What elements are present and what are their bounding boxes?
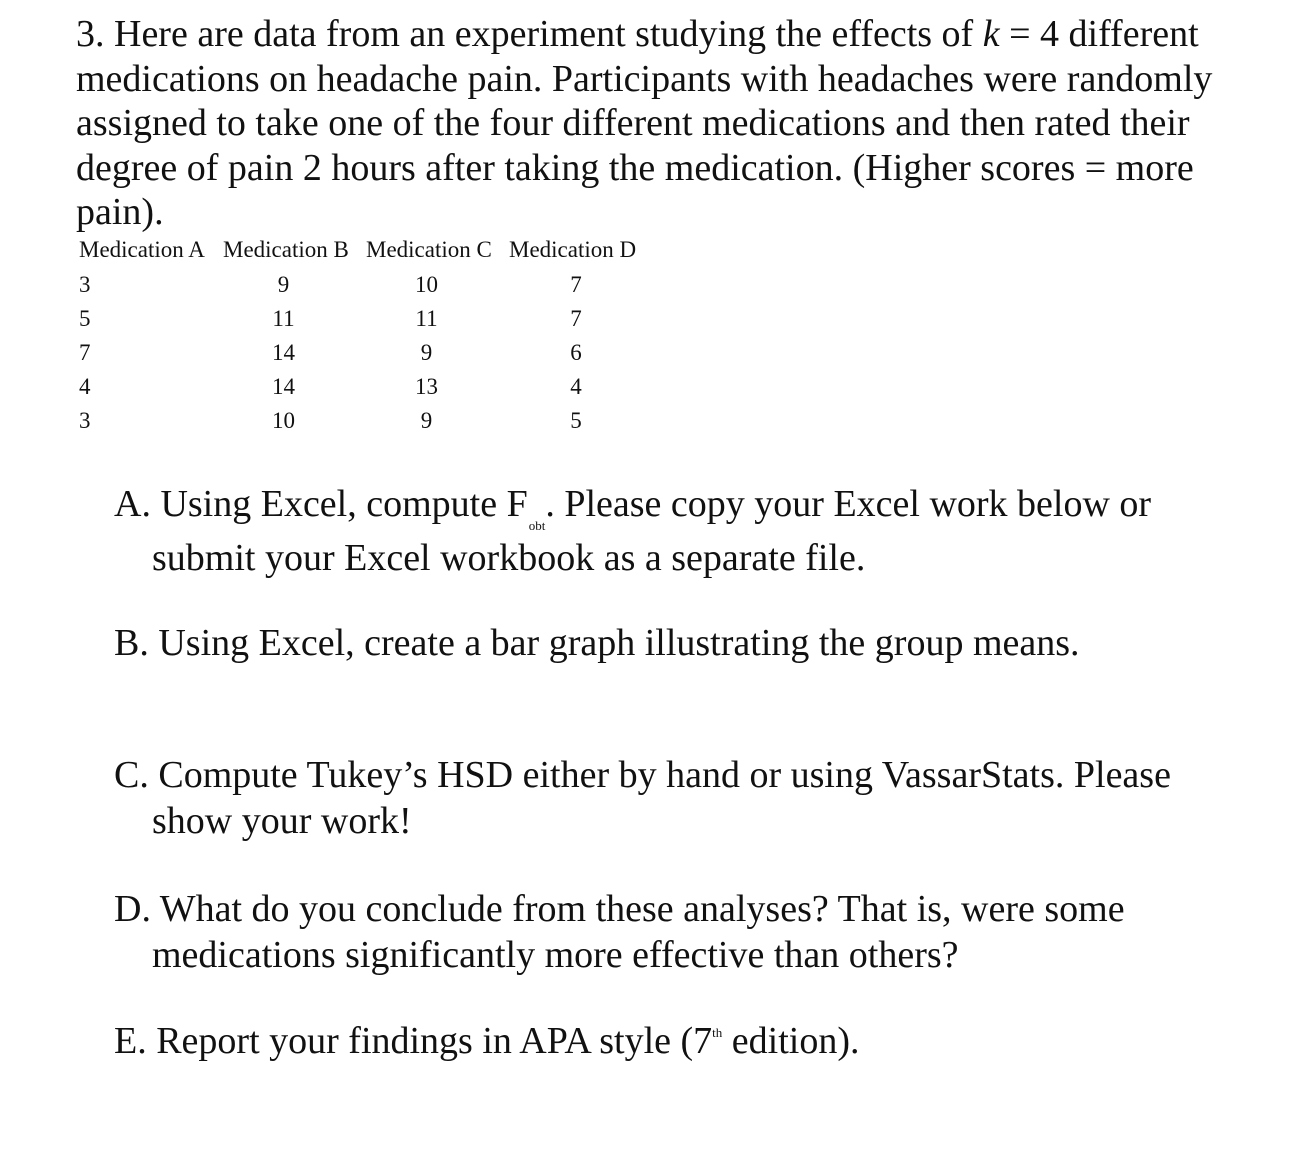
cell-c: 11 [415,306,438,331]
question-a [114,481,1252,581]
cell-a: 3 [79,408,91,433]
cell-c: 10 [415,272,438,297]
header-medication-d: Medication D [509,237,637,262]
intro-text-part1: 3. Here are data from an experiment studying the effects of [76,13,983,55]
cell-d: 5 [570,408,582,433]
header-medication-b: Medication B [223,237,349,262]
cell-a: 3 [79,272,91,297]
cell-d: 6 [570,340,582,365]
cell-d: 4 [570,374,582,399]
question-e-text-end: edition). [722,1020,860,1062]
cell-b: 10 [272,408,295,433]
cell-d: 7 [570,306,582,331]
edition-superscript: th [712,1025,723,1040]
header-medication-c: Medication C [366,237,492,262]
cell-a: 7 [79,340,91,365]
question-a-text-start: A. Using Excel, compute F [114,483,528,525]
cell-c: 13 [415,374,438,399]
cell-a: 5 [79,306,91,331]
cell-b: 14 [272,340,295,365]
table-row [76,404,659,438]
f-obt-subscript: obt [528,518,546,533]
medication-data-table [76,232,659,438]
cell-b: 14 [272,374,295,399]
question-e [114,1018,1252,1072]
intro-text-part2: = 4 different medications on headache pain. Participants with headaches were randomly assigned to take one of the four different medications and then rated their degree of pain 2 hours after taking the medication. (Higher scores = more pain). [76,13,1213,233]
cell-a: 4 [79,374,91,399]
table-row [76,370,659,404]
question-d: D. What do you conclude from these analyses? That is, were some medications significantly more effective than others? [114,888,1125,976]
cell-b: 9 [277,272,290,297]
header-medication-a: Medication A [79,237,205,262]
cell-c: 9 [420,408,433,433]
table-row [76,336,659,370]
table-row [76,268,659,302]
table-header-row [76,232,659,268]
cell-c: 9 [420,340,433,365]
cell-b: 11 [272,306,295,331]
table-row [76,302,659,336]
k-variable: k [982,13,1000,55]
question-a-text-end: . Please copy your Excel work below or submit your Excel workbook as a separate file. [152,483,1152,579]
cell-d: 7 [570,272,582,297]
question-b: B. Using Excel, create a bar graph illustrating the group means. [114,622,1080,664]
question-c: C. Compute Tukey’s HSD either by hand or using VassarStats. Please show your work! [114,754,1171,842]
question-e-text-start: E. Report your findings in APA style (7 [114,1020,713,1062]
problem-intro [76,12,1256,235]
